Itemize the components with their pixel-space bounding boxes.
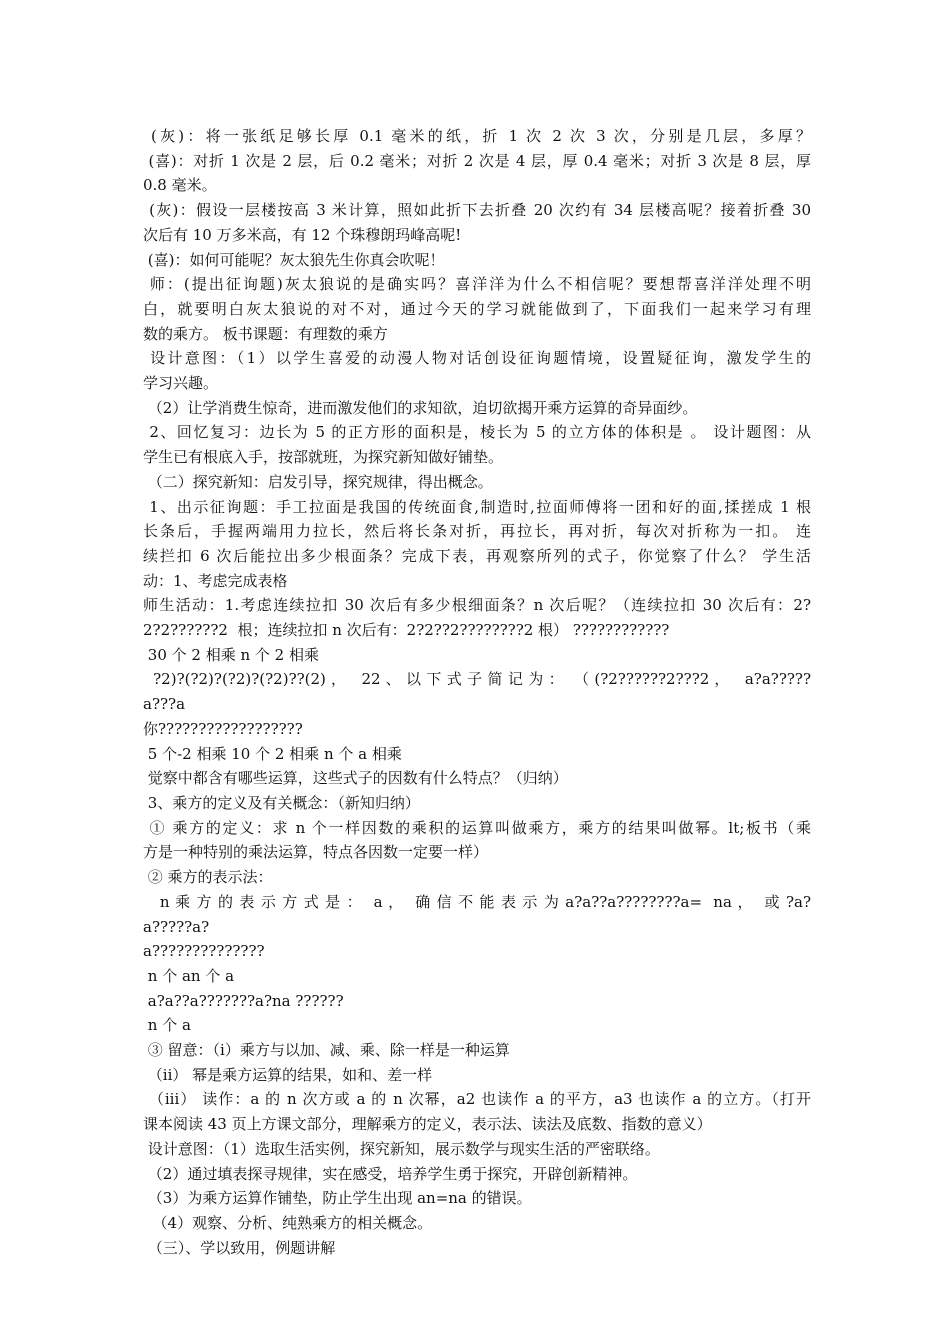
text-line-10: 设计意图：（1）以学生喜爱的动漫人物对话创设征询题情境，设置疑征询，激发学生的 bbox=[143, 349, 811, 368]
text-line-32: a?????????????? bbox=[143, 942, 265, 961]
text-line-41: （2）通过填表探寻规律，实在感受，培养学生勇于探究，开辟创新精神。 bbox=[143, 1164, 638, 1183]
text-line-17: 长条后，手握两端用力拉长，然后将长条对折，再拉长，再对折，每次对折称为一扣。 连 bbox=[143, 522, 811, 541]
text-line-23: ?2)?(?2)?(?2)?(?2)??(2) ， 22 、 以 下 式 子 简 记 为 ： （ (?2??????2???2 ， a?a?????a???a bbox=[143, 670, 811, 714]
text-line-4: (灰)：假设一层楼按高 3 米计算，照如此折下去折叠 20 次约有 34 层楼高呢？接着折叠 30 bbox=[143, 201, 811, 220]
text-line-11: 学习兴趣。 bbox=[143, 374, 219, 393]
text-line-26: 觉察中都含有哪些运算，这些式子的因数有什么特点？（归纳） bbox=[143, 769, 568, 788]
text-line-19: 动：1、考虑完成表格 bbox=[143, 571, 288, 590]
text-line-21: 2?2??????2 根；连续拉扣 n 次后有：2?2??2????????2 根） ???????????? bbox=[143, 621, 670, 640]
text-line-18: 续拦扣 6 次后能拉出多少根面条？完成下表，再观察所列的式子，你觉察了什么？ 学生活 bbox=[143, 546, 811, 565]
text-line-42: （3）为乘方运算作铺垫，防止学生出现 an=na 的错误。 bbox=[143, 1189, 532, 1208]
text-line-31: n 乘 方 的 表 示 方 式 是 ： a ， 确 信 不 能 表 示 为 a?a??a????????a= na ， 或 ?a?a?????a? bbox=[143, 892, 811, 936]
text-line-43: （4）观察、分析、纯熟乘方的相关概念。 bbox=[143, 1213, 433, 1232]
text-line-29: 方是一种特别的乘法运算，特点各因数一定要一样） bbox=[143, 843, 489, 862]
text-line-35: n 个 a bbox=[143, 1016, 191, 1035]
text-line-12: （2）让学消费生惊奇，进而激发他们的求知欲，迫切欲揭开乘方运算的奇异面纱。 bbox=[143, 398, 698, 417]
text-line-13: 2、回忆复习：边长为 5 的正方形的面积是，棱长为 5 的立方体的体积是 。 设计题图：从 bbox=[143, 423, 811, 442]
text-line-14: 学生已有根底入手，按部就班，为探究新知做好铺垫。 bbox=[143, 448, 504, 467]
text-line-16: 1、出示征询题：手工拉面是我国的传统面食,制造时,拉面师傅将一团和好的面,揉搓成 1 根 bbox=[143, 497, 811, 516]
text-line-6: (喜)：如何可能呢？灰太狼先生你真会吹呢！ bbox=[143, 250, 445, 269]
text-line-9: 数的乘方。 板书课题：有理数的乘方 bbox=[143, 324, 388, 343]
text-line-27: 3、乘方的定义及有关概念：（新知归纳） bbox=[143, 793, 420, 812]
text-line-8: 白，就要明白灰太狼说的对不对，通过今天的学习就能做到了，下面我们一起来学习有理 bbox=[143, 299, 811, 318]
text-line-37: （ii） 幂是乘方运算的结果，如和、差一样 bbox=[143, 1065, 433, 1084]
text-line-7: 师：(提出征询题)灰太狼说的是确实吗？喜洋洋为什么不相信呢？要想帮喜洋洋处理不明 bbox=[143, 275, 811, 294]
text-line-25: 5 个-2 相乘 10 个 2 相乘 n 个 a 相乘 bbox=[143, 744, 402, 763]
text-line-39: 课本阅读 43 页上方课文部分，理解乘方的定义，表示法、读法及底数、指数的意义） bbox=[143, 1115, 712, 1134]
text-line-3: 0.8 毫米。 bbox=[143, 176, 217, 195]
text-line-33: n 个 an 个 a bbox=[143, 966, 235, 985]
text-line-20: 师生活动：1.考虑连续拉扣 30 次后有多少根细面条？n 次后呢？（连续拉扣 30 次后有：2? bbox=[143, 596, 811, 615]
text-line-22: 30 个 2 相乘 n 个 2 相乘 bbox=[143, 645, 319, 664]
text-line-28: ① 乘方的定义：求 n 个一样因数的乘积的运算叫做乘方，乘方的结果叫做幂。lt;板书（乘 bbox=[143, 818, 811, 837]
text-line-15: （二）探究新知：启发引导，探究规律，得出概念。 bbox=[143, 472, 493, 491]
text-line-44: （三）、学以致用，例题讲解 bbox=[143, 1238, 336, 1257]
text-line-2: (喜)：对折 1 次是 2 层，后 0.2 毫米；对折 2 次是 4 层，厚 0.4 毫米；对折 3 次是 8 层，厚 bbox=[143, 151, 811, 170]
text-line-36: ③ 留意：（i）乘方与以加、减、乘、除一样是一种运算 bbox=[143, 1041, 510, 1060]
text-line-24: 你?????????????????? bbox=[143, 719, 303, 738]
text-line-30: ② 乘方的表示法： bbox=[143, 868, 273, 887]
document-page bbox=[143, 124, 811, 1260]
text-line-34: a?a??a???????a?na ?????? bbox=[143, 991, 344, 1010]
text-line-40: 设计意图：（1）选取生活实例，探究新知，展示数学与现实生活的严密联络。 bbox=[143, 1139, 660, 1158]
text-line-5: 次后有 10 万多米高，有 12 个珠穆朗玛峰高呢! bbox=[143, 225, 462, 244]
text-line-38: （iii） 读作：a 的 n 次方或 a 的 n 次幂，a2 也读作 a 的平方，a3 也读作 a 的立方。（打开 bbox=[143, 1090, 811, 1109]
text-line-1: (灰)：将一张纸足够长厚 0.1 毫米的纸，折 1 次 2 次 3 次，分别是几层，多厚？ bbox=[143, 127, 811, 145]
